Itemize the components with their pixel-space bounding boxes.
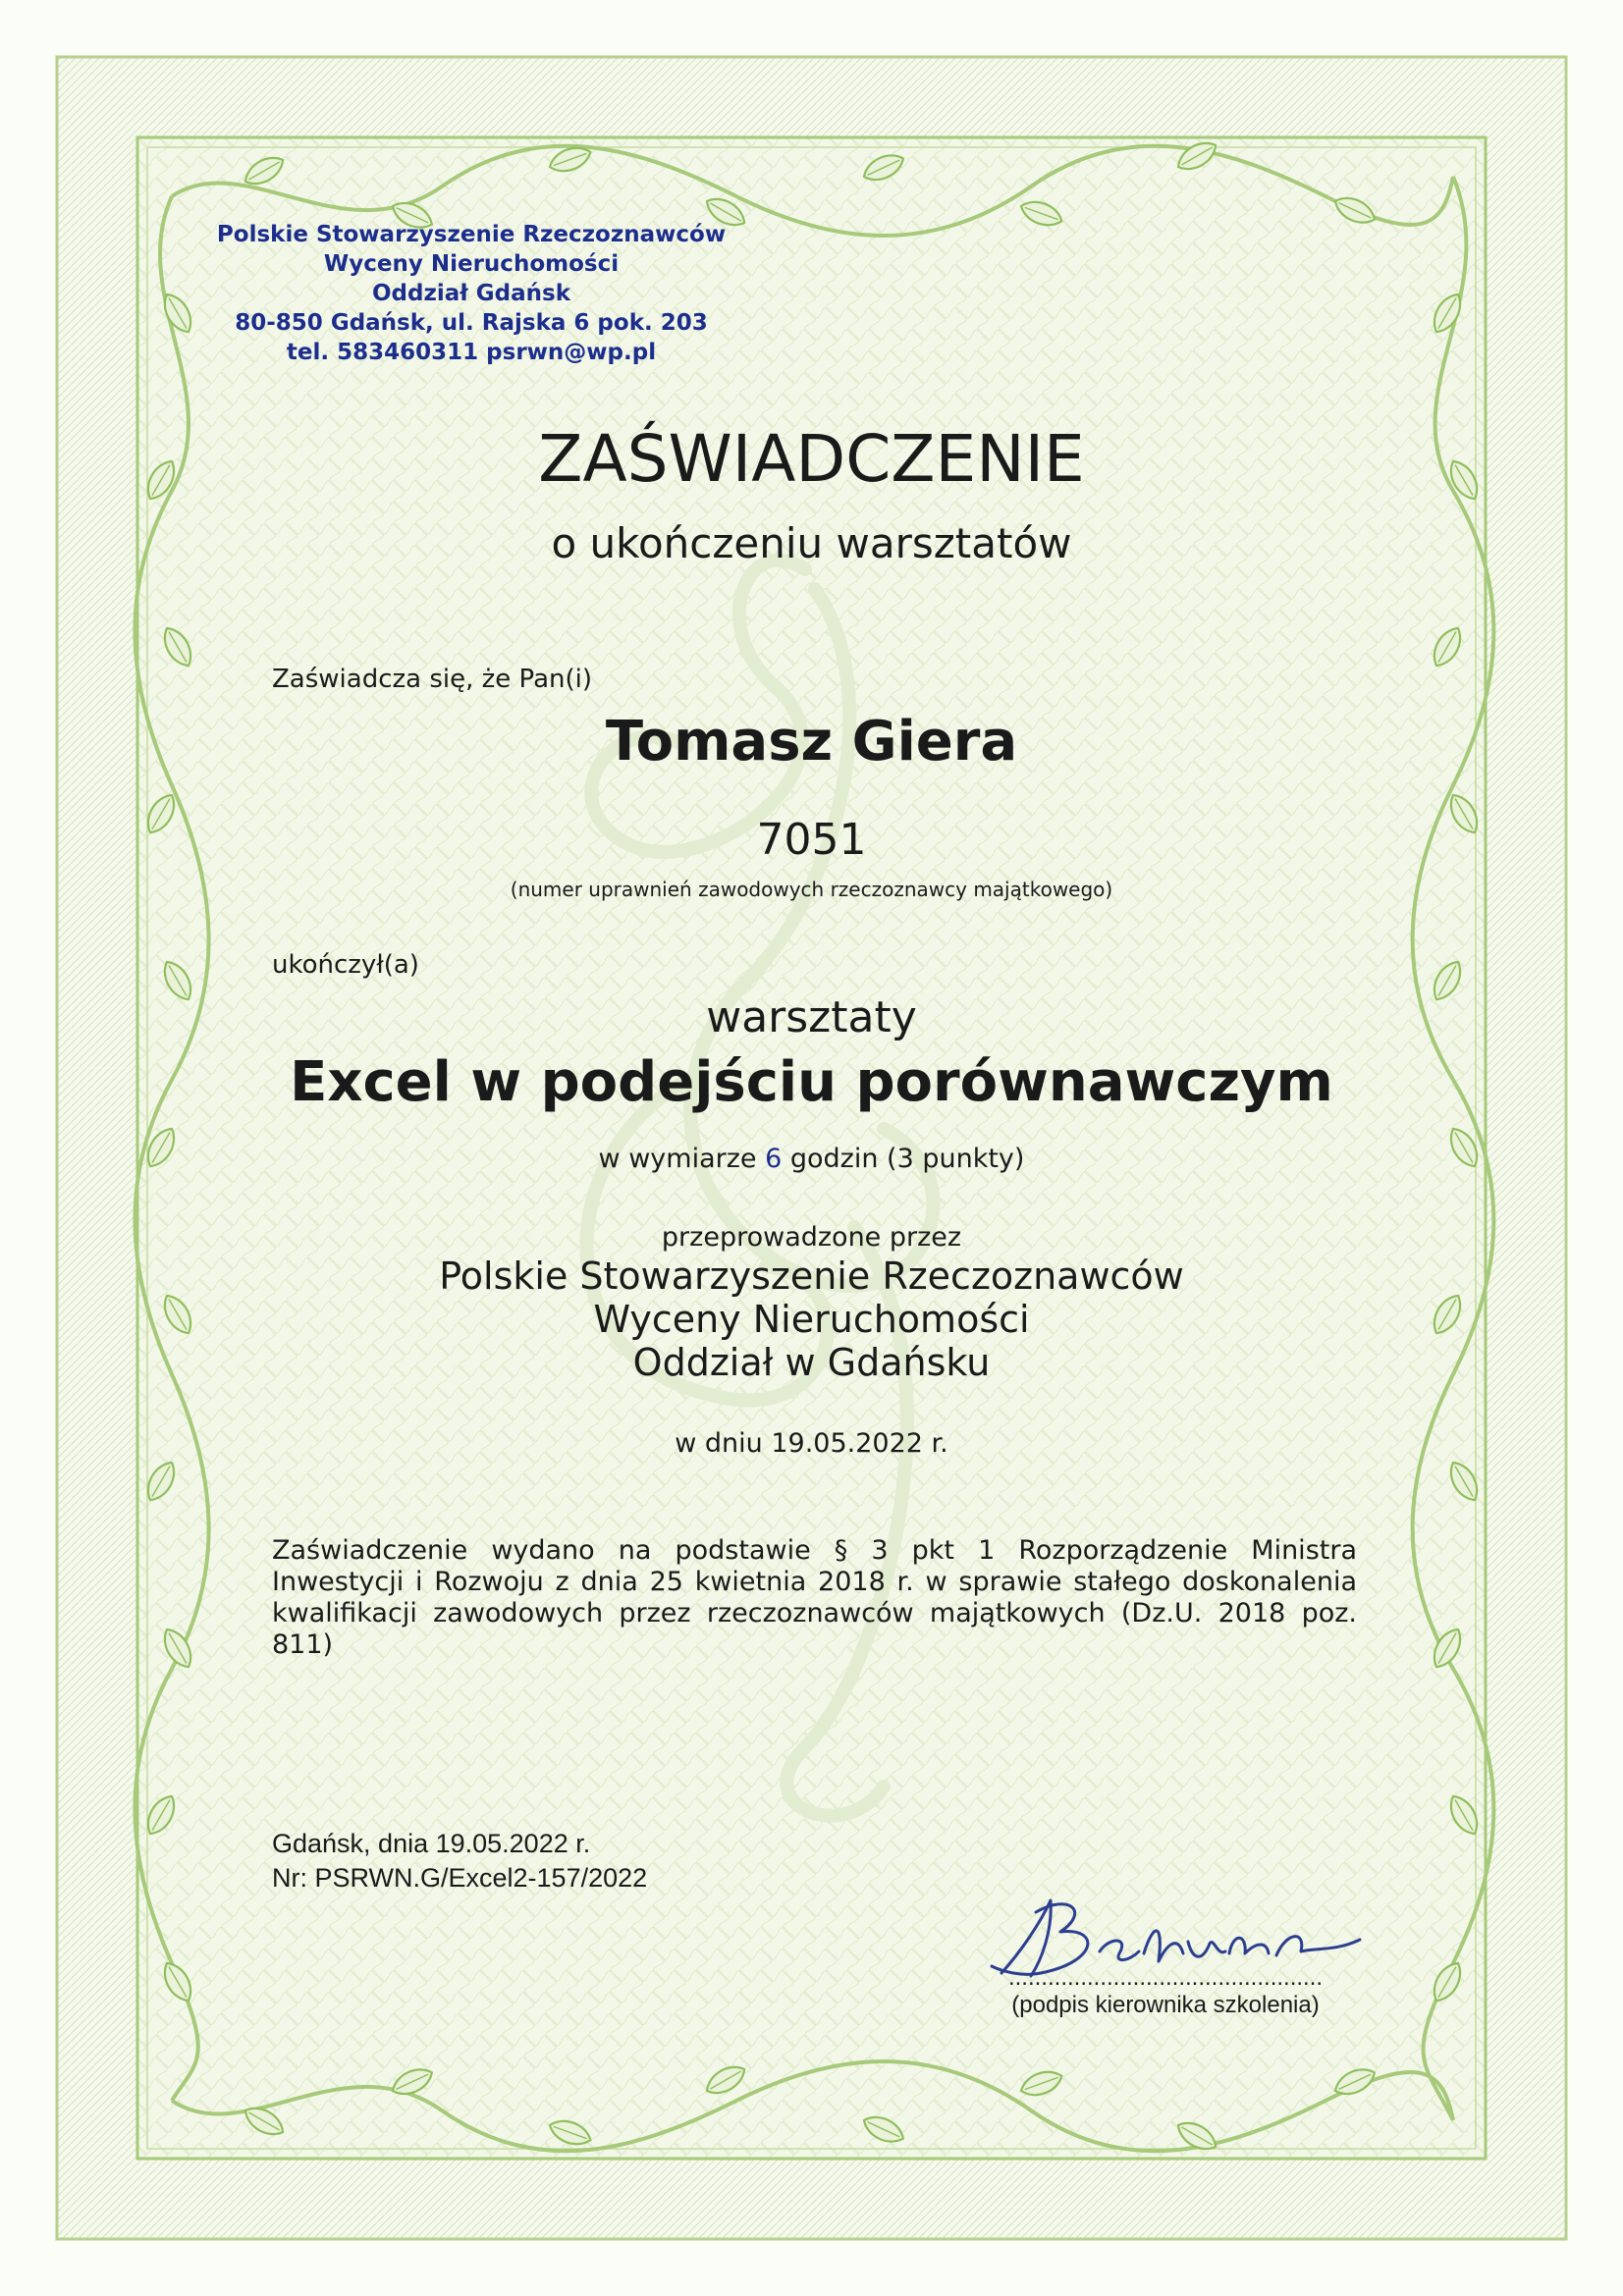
course-duration [0, 1143, 1623, 1176]
certificate-subtitle: o ukończeniu warsztatów [551, 519, 1072, 567]
duration-hours: 6 [765, 1144, 783, 1174]
completed-label: ukończył(a) [272, 950, 419, 980]
issuer-line-3: Oddział Gdańsk [371, 281, 571, 306]
organizer-block [0, 1255, 1623, 1384]
signature-caption: (podpis kierownika szkolenia) [1011, 1992, 1320, 2018]
document-number: Nr: PSRWN.G/Excel2-157/2022 [272, 1863, 648, 1893]
conducted-by-label: przeprowadzone przez [661, 1222, 962, 1253]
duration-suffix: godzin (3 punkty) [789, 1144, 1025, 1174]
organizer-line-2: Wyceny Nieruchomości [593, 1298, 1030, 1341]
recipient-name: Tomasz Giera [605, 710, 1018, 774]
certifies-label: Zaświadcza się, że Pan(i) [272, 665, 592, 694]
signature-line: ................................................ [1007, 1968, 1324, 1988]
license-caption: (numer uprawnień zawodowych rzeczoznawcy majątkowego) [510, 878, 1113, 901]
organizer-line-3: Oddział w Gdańsku [632, 1341, 991, 1384]
duration-prefix: w wymiarze [598, 1144, 757, 1174]
license-number: 7051 [756, 815, 867, 865]
course-date: w dniu 19.05.2022 r. [675, 1428, 948, 1459]
course-type: warsztaty [706, 992, 917, 1042]
issuer-line-2: Wyceny Nieruchomości [323, 251, 620, 277]
issuer-line-1: Polskie Stowarzyszenie Rzeczoznawców [216, 222, 727, 247]
legal-basis: Zaświadczenie wydano na podstawie § 3 pkt 1 Rozporządzenie Ministra Inwestycji i Rozwoju z dnia 25 kwietnia 2018 r. w sprawie stałego doskonalenia kwalifikacji zawodowych przez rzeczoznawców majątkowych (Dz.U. 2018 poz. 811) [272, 1535, 1357, 1660]
issuer-contact: tel. 583460311 psrwn@wp.pl [286, 340, 657, 365]
certificate-title: ZAŚWIADCZENIE [538, 421, 1085, 497]
issuer-header [177, 220, 766, 367]
organizer-line-1: Polskie Stowarzyszenie Rzeczoznawców [439, 1255, 1184, 1298]
place-date: Gdańsk, dnia 19.05.2022 r. [272, 1829, 591, 1858]
course-title: Excel w podejściu porównawczym [290, 1050, 1333, 1114]
issuer-address: 80-850 Gdańsk, ul. Rajska 6 pok. 203 [235, 310, 708, 336]
